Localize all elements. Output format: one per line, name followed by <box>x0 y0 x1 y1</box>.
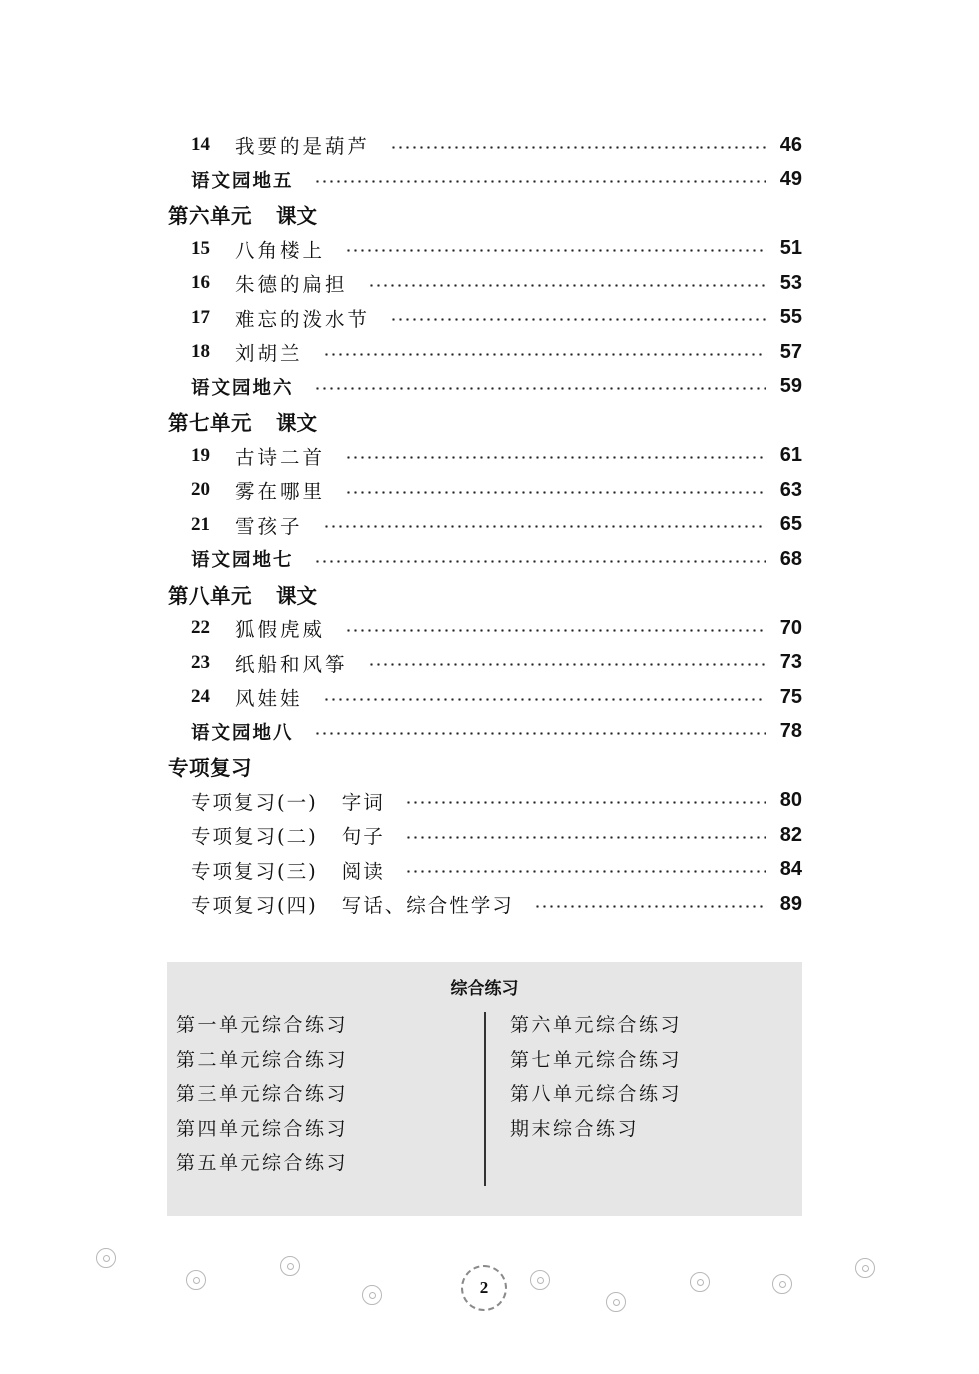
dot-leader <box>534 905 766 908</box>
page-number: 46 <box>779 133 802 156</box>
unit-label: 第六单元 <box>168 204 252 229</box>
toc-entry[interactable] <box>168 473 802 508</box>
toc-entry[interactable] <box>168 370 802 405</box>
lesson-number: 23 <box>191 651 210 673</box>
practice-column-left <box>176 1008 348 1181</box>
toc-entry[interactable] <box>168 301 802 336</box>
dot-leader <box>390 146 766 149</box>
lesson-number: 17 <box>191 306 210 328</box>
lesson-number: 15 <box>191 237 210 259</box>
dot-leader <box>314 180 766 183</box>
section-heading <box>168 197 802 232</box>
toc-entry[interactable] <box>168 818 802 853</box>
toc-entry[interactable] <box>168 163 802 198</box>
garden-title: 语文园地八 <box>191 722 294 744</box>
section-heading <box>168 404 802 439</box>
lesson-title: 雾在哪里 <box>235 480 326 504</box>
flower-icon <box>96 1248 116 1268</box>
page-number: 70 <box>779 616 802 639</box>
flower-icon <box>855 1258 875 1278</box>
garden-title: 语文园地五 <box>191 170 294 192</box>
page-number: 65 <box>779 513 802 536</box>
lesson-title: 狐假虎威 <box>235 618 326 642</box>
toc-entry[interactable] <box>168 680 802 715</box>
page-number: 63 <box>779 478 802 501</box>
page-number: 75 <box>779 685 802 708</box>
practice-item[interactable]: 第五单元综合练习 <box>176 1152 349 1174</box>
review-subtitle: 字词 <box>341 790 385 814</box>
garden-title: 语文园地七 <box>191 550 294 572</box>
unit-sublabel: 课文 <box>276 411 317 436</box>
lesson-number: 19 <box>191 444 210 466</box>
lesson-title: 难忘的泼水节 <box>235 307 371 331</box>
dot-leader <box>314 560 766 563</box>
practice-item[interactable]: 第六单元综合练习 <box>510 1014 683 1036</box>
lesson-number: 22 <box>191 617 210 639</box>
lesson-number: 21 <box>191 513 210 535</box>
unit-label: 第八单元 <box>168 583 252 608</box>
toc-entry[interactable] <box>168 266 802 301</box>
dot-leader <box>368 663 766 666</box>
toc-entry[interactable] <box>168 335 802 370</box>
lesson-number: 20 <box>191 479 210 501</box>
toc-entry[interactable] <box>168 128 802 163</box>
dot-leader <box>405 801 766 804</box>
dot-leader <box>345 491 766 494</box>
page-number: 59 <box>779 375 802 398</box>
page-number: 53 <box>779 271 802 294</box>
dot-leader <box>405 836 766 839</box>
page-number: 61 <box>779 444 802 467</box>
toc-entry[interactable] <box>168 611 802 646</box>
toc-entry[interactable] <box>168 542 802 577</box>
unit-sublabel: 课文 <box>276 583 317 608</box>
page-footer <box>0 1230 979 1330</box>
page-number: 89 <box>779 892 802 915</box>
review-title: 专项复习(一) <box>191 790 318 814</box>
page-number: 84 <box>779 858 802 881</box>
dot-leader <box>345 249 766 252</box>
dot-leader <box>345 456 766 459</box>
dot-leader <box>390 318 766 321</box>
panel-title: 综合练习 <box>450 979 519 999</box>
lesson-number: 14 <box>191 134 210 156</box>
lesson-number: 16 <box>191 272 210 294</box>
lesson-title: 八角楼上 <box>235 238 326 262</box>
toc-entry[interactable] <box>168 439 802 474</box>
dot-leader <box>405 870 766 873</box>
page-number: 51 <box>779 237 802 260</box>
review-title: 专项复习(四) <box>191 894 318 918</box>
dot-leader <box>345 629 766 632</box>
lesson-number: 24 <box>191 686 210 708</box>
review-heading: 专项复习 <box>168 756 252 781</box>
page-number: 68 <box>779 547 802 570</box>
review-title: 专项复习(三) <box>191 859 318 883</box>
toc-entry[interactable] <box>168 715 802 750</box>
column-divider <box>484 1012 486 1186</box>
page-number: 55 <box>779 306 802 329</box>
flower-icon <box>606 1292 626 1312</box>
dot-leader <box>323 698 766 701</box>
toc-entry[interactable] <box>168 784 802 819</box>
lesson-title: 雪孩子 <box>235 514 303 538</box>
section-heading <box>168 749 802 784</box>
practice-item[interactable]: 第七单元综合练习 <box>510 1048 683 1071</box>
lesson-title: 纸船和风筝 <box>235 652 348 676</box>
flower-icon <box>690 1272 710 1292</box>
page-number: 80 <box>779 789 802 812</box>
review-subtitle: 阅读 <box>341 859 385 883</box>
lesson-number: 18 <box>191 341 210 363</box>
dot-leader <box>323 525 766 528</box>
page-number: 82 <box>779 823 802 846</box>
review-subtitle: 句子 <box>341 825 385 849</box>
flower-icon <box>280 1256 300 1276</box>
dot-leader <box>368 284 766 287</box>
section-heading <box>168 577 802 612</box>
garden-title: 语文园地六 <box>191 377 294 399</box>
review-subtitle: 写话、综合性学习 <box>341 894 514 918</box>
dot-leader <box>314 732 766 735</box>
flower-icon <box>530 1270 550 1290</box>
flower-icon <box>772 1274 792 1294</box>
practice-item[interactable]: 第一单元综合练习 <box>176 1014 349 1036</box>
toc-entry[interactable] <box>168 853 802 888</box>
toc-entry[interactable] <box>168 887 802 922</box>
toc-entry[interactable] <box>168 232 802 267</box>
dot-leader <box>323 353 766 356</box>
toc-entry[interactable] <box>168 508 802 543</box>
lesson-title: 我要的是葫芦 <box>235 135 371 159</box>
lesson-title: 风娃娃 <box>235 687 303 711</box>
page-number: 78 <box>779 720 802 743</box>
toc-entry[interactable] <box>168 646 802 681</box>
lesson-title: 古诗二首 <box>235 445 326 469</box>
review-title: 专项复习(二) <box>191 825 318 849</box>
practice-item[interactable]: 第八单元综合练习 <box>510 1083 683 1105</box>
flower-icon <box>186 1270 206 1290</box>
page-number-badge: 2 <box>461 1265 507 1311</box>
unit-sublabel: 课文 <box>276 204 317 229</box>
practice-panel <box>167 962 802 1216</box>
lesson-title: 朱德的扁担 <box>235 273 348 297</box>
practice-column-right <box>510 1008 682 1146</box>
flower-icon <box>362 1285 382 1305</box>
practice-item[interactable]: 第二单元综合练习 <box>176 1048 349 1071</box>
lesson-title: 刘胡兰 <box>235 342 303 366</box>
unit-label: 第七单元 <box>168 411 252 436</box>
practice-item[interactable]: 第三单元综合练习 <box>176 1083 349 1105</box>
practice-item[interactable]: 期末综合练习 <box>510 1117 640 1140</box>
page-number: 73 <box>779 651 802 674</box>
dot-leader <box>314 387 766 390</box>
practice-item[interactable]: 第四单元综合练习 <box>176 1117 349 1140</box>
page-number: 49 <box>779 168 802 191</box>
page-number: 57 <box>779 340 802 363</box>
table-of-contents <box>168 128 802 922</box>
